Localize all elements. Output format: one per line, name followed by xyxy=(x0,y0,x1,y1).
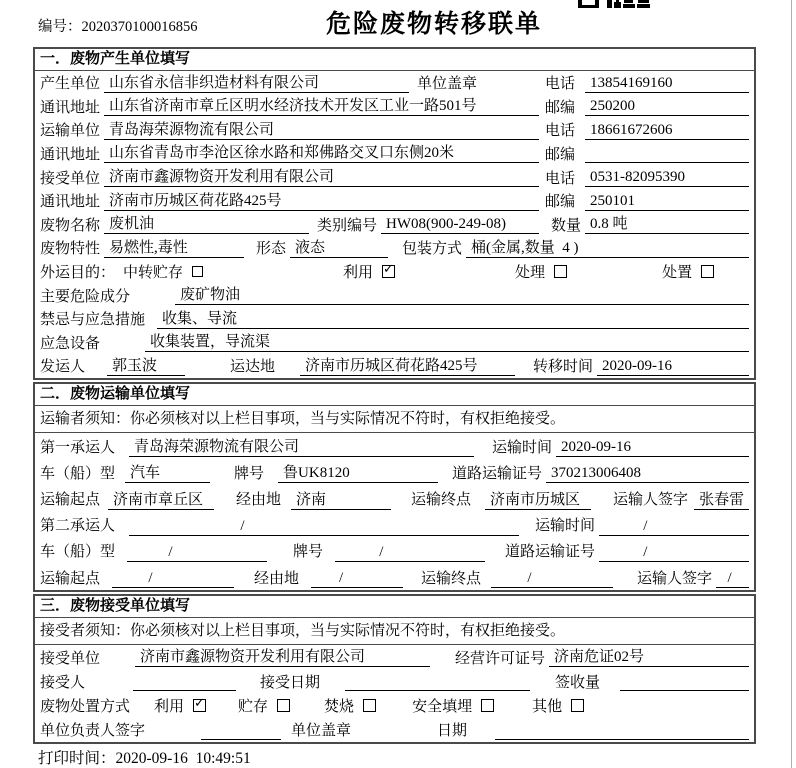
checkbox-unchecked xyxy=(571,699,584,712)
field-value: 济南市历城区 xyxy=(485,491,591,510)
checkbox-unchecked xyxy=(363,699,376,712)
field-value: 370213006408 xyxy=(546,464,749,483)
checkbox-unchecked xyxy=(277,699,290,712)
form-row xyxy=(40,142,749,166)
field-label: 运输时间 xyxy=(492,439,553,456)
field-value: 0.8 吨 xyxy=(585,215,749,234)
section-waste-receiver xyxy=(33,594,756,744)
field-label: 禁忌与应急措施 xyxy=(40,312,146,329)
field-label: 安全填埋 xyxy=(412,698,473,715)
field-label: 运输单位 xyxy=(40,123,101,140)
field-value: 2020-09-16 xyxy=(597,357,749,376)
field-label: 车（船）型 xyxy=(40,544,116,561)
field-label: 运输人签字 xyxy=(637,570,713,587)
row-right xyxy=(545,118,749,142)
field-label: 日期 xyxy=(437,723,468,740)
page-edge-line xyxy=(791,0,792,768)
form-row xyxy=(40,213,749,237)
field-label: 包装方式 xyxy=(402,241,463,258)
field-label: 运输人签字 xyxy=(613,491,689,508)
field-label: 经营许可证号 xyxy=(455,650,546,667)
field-value: 废矿物油 xyxy=(175,286,749,305)
field-label: 贮存 xyxy=(238,698,269,715)
checkbox-unchecked xyxy=(481,699,494,712)
field-label: 废物名称 xyxy=(40,217,101,234)
field-label: 第二承运人 xyxy=(40,518,116,535)
field-value: / xyxy=(129,517,519,536)
field-value: 收集、导流 xyxy=(157,310,749,329)
section-rows xyxy=(35,645,754,742)
field-label: 形态 xyxy=(256,241,287,258)
field-value: 废机油 xyxy=(104,215,309,234)
field-value xyxy=(133,672,236,691)
field-label: 转移时间 xyxy=(533,359,594,376)
field-label: 通讯地址 xyxy=(40,194,101,211)
form-number-line xyxy=(38,15,198,36)
field-value: / xyxy=(716,569,749,588)
field-value: 济南 xyxy=(291,491,391,510)
form-row xyxy=(40,260,749,284)
field-label: 运输起点 xyxy=(40,491,101,508)
field-value: 济南市鑫源物资开发利用有限公司 xyxy=(135,648,430,667)
field-value: 济南市章丘区 xyxy=(108,491,214,510)
form-row xyxy=(40,283,749,307)
field-value: 易燃性,毒性 xyxy=(104,239,244,258)
field-value: / xyxy=(491,569,613,588)
field-label: 发运人 xyxy=(40,359,86,376)
field-label: 签收量 xyxy=(555,674,601,691)
checkbox-checked xyxy=(382,265,395,278)
field-label: 运输终点 xyxy=(421,570,482,587)
form-row xyxy=(40,189,749,213)
field-value: 0531-82095390 xyxy=(585,168,749,187)
field-label: 单位负责人签字 xyxy=(40,723,146,740)
field-value: 山东省济南市章丘区明水经济技术开发区工业一路501号 xyxy=(104,97,539,116)
row-right xyxy=(545,71,749,95)
checkbox-unchecked xyxy=(701,265,714,278)
field-label: 废物特性 xyxy=(40,241,101,258)
field-label: 利用 xyxy=(343,265,374,282)
field-label: 道路运输证号 xyxy=(452,465,543,482)
section-waste-transporter xyxy=(33,382,756,592)
field-label: 牌号 xyxy=(234,465,265,482)
field-value xyxy=(585,144,749,163)
field-label: 通讯地址 xyxy=(40,99,101,116)
field-label: 道路运输证号 xyxy=(505,544,596,561)
field-label: 接受单位 xyxy=(40,170,101,187)
form-row xyxy=(40,485,749,511)
field-value: 青岛海荣源物流有限公司 xyxy=(129,438,474,457)
field-value: 13854169160 xyxy=(585,74,749,93)
form-row xyxy=(40,459,749,485)
field-label: 接受人 xyxy=(40,674,86,691)
field-value: 山东省永信非织造材料有限公司 xyxy=(104,74,409,93)
section-header: 三．废物接受单位填写 xyxy=(35,596,754,618)
field-label: 经由地 xyxy=(236,491,282,508)
field-value: 收集装置，导流渠 xyxy=(145,333,749,352)
field-label: 邮编 xyxy=(545,194,576,211)
section-rows xyxy=(35,71,754,378)
form-row xyxy=(40,118,749,142)
field-value: 张春雷 xyxy=(694,491,749,510)
field-label: 主要危险成分 xyxy=(40,288,131,305)
form-row xyxy=(40,645,749,669)
field-label: 运输终点 xyxy=(411,491,472,508)
field-label: 接受单位 xyxy=(40,650,101,667)
form-number: 2020370100016856 xyxy=(81,19,198,35)
form-row xyxy=(40,236,749,260)
field-value xyxy=(201,721,281,740)
checkbox-unchecked xyxy=(554,265,567,278)
field-label: 第一承运人 xyxy=(40,439,116,456)
form-row xyxy=(40,512,749,538)
field-label: 处理 xyxy=(515,265,546,282)
field-label: 焚烧 xyxy=(324,698,355,715)
form-number-label: 编号： xyxy=(38,19,82,35)
field-value: 液态 xyxy=(290,239,388,258)
field-label: 类别编号 xyxy=(317,217,378,234)
field-label: 车（船）型 xyxy=(40,465,116,482)
row-right xyxy=(545,142,749,166)
field-value: 济南危证02号 xyxy=(549,648,749,667)
checkbox-unchecked xyxy=(192,266,203,277)
field-value: / xyxy=(335,543,485,562)
notice-text: 运输者须知：你必须核对以上栏目事项，当与实际情况不符时，有权拒绝接受。 xyxy=(35,406,754,433)
field-label: 单位盖章 xyxy=(291,723,352,740)
section-rows xyxy=(35,433,754,590)
field-value: / xyxy=(311,569,403,588)
form-row xyxy=(40,433,749,459)
row-right xyxy=(545,189,749,213)
row-right xyxy=(545,165,749,189)
print-time-line xyxy=(38,746,251,768)
field-value: 郭玉波 xyxy=(107,357,185,376)
row-right xyxy=(545,95,749,119)
field-value: 2020-09-16 xyxy=(556,438,749,457)
field-value: 桶(金属,数量 4 ) xyxy=(466,239,749,258)
form-row xyxy=(40,669,749,693)
section-header: 二．废物运输单位填写 xyxy=(35,384,754,406)
field-label: 接受日期 xyxy=(260,674,321,691)
field-label: 应急设备 xyxy=(40,335,101,352)
checkbox-checked xyxy=(193,699,206,712)
page-title: 危险废物转移联单 xyxy=(326,10,543,38)
field-label: 运输时间 xyxy=(535,518,596,535)
form-row xyxy=(40,71,749,95)
field-value: 济南市历城区荷花路425号 xyxy=(104,192,539,211)
field-value: 济南市鑫源物资开发利用有限公司 xyxy=(104,168,539,187)
field-value: / xyxy=(599,543,749,562)
qr-code-fragment-icon xyxy=(578,0,652,8)
field-value: 18661672606 xyxy=(585,121,749,140)
field-label: 通讯地址 xyxy=(40,147,101,164)
form-row xyxy=(40,307,749,331)
field-value: / xyxy=(127,543,267,562)
field-value: 山东省青岛市李沧区徐水路和郑佛路交叉口东侧20米 xyxy=(104,144,539,163)
form-row xyxy=(40,331,749,355)
field-value: / xyxy=(112,569,234,588)
field-label: 运达地 xyxy=(230,359,276,376)
field-value: 汽车 xyxy=(125,464,210,483)
notice-text: 接受者须知：你必须核对以上栏目事项，当与实际情况不符时，有权拒绝接受。 xyxy=(35,618,754,645)
field-label: 经由地 xyxy=(254,570,300,587)
form-sections xyxy=(33,47,756,744)
form-row xyxy=(40,165,749,189)
field-label: 利用 xyxy=(154,698,185,715)
section-header: 一．废物产生单位填写 xyxy=(35,49,754,71)
field-label: 牌号 xyxy=(293,544,324,561)
field-label: 数量 xyxy=(551,217,582,234)
form-row xyxy=(40,718,749,742)
print-time-label: 打印时间： xyxy=(38,750,116,767)
field-value: / xyxy=(599,517,749,536)
field-label: 外运目的： xyxy=(40,265,116,282)
field-label: 邮编 xyxy=(545,99,576,116)
field-value: 鲁UK8120 xyxy=(278,464,438,483)
form-row xyxy=(40,538,749,564)
field-label: 单位盖章 xyxy=(417,76,478,93)
field-value: HW08(900-249-08) xyxy=(381,215,539,234)
field-label: 废物处置方式 xyxy=(40,698,131,715)
section-waste-producer xyxy=(33,47,756,380)
form-row xyxy=(40,354,749,378)
field-label: 处置 xyxy=(662,265,693,282)
field-value: 250101 xyxy=(585,192,749,211)
field-value xyxy=(620,672,749,691)
print-time-value: 2020-09-16 10:49:51 xyxy=(115,750,251,767)
field-label: 运输起点 xyxy=(40,570,101,587)
field-label: 中转贮存 xyxy=(123,265,184,282)
field-label: 电话 xyxy=(545,123,576,140)
form-row xyxy=(40,693,749,717)
field-value: 济南市历城区荷花路425号 xyxy=(300,357,515,376)
field-value: 青岛海荣源物流有限公司 xyxy=(104,121,539,140)
field-value: 250200 xyxy=(585,97,749,116)
field-label: 电话 xyxy=(545,76,576,93)
form-row xyxy=(40,95,749,119)
field-label: 邮编 xyxy=(545,147,576,164)
field-label: 电话 xyxy=(545,170,576,187)
field-value xyxy=(495,721,749,740)
field-label: 产生单位 xyxy=(40,76,101,93)
field-value xyxy=(345,672,530,691)
form-row xyxy=(40,564,749,590)
field-label: 其他 xyxy=(532,698,563,715)
